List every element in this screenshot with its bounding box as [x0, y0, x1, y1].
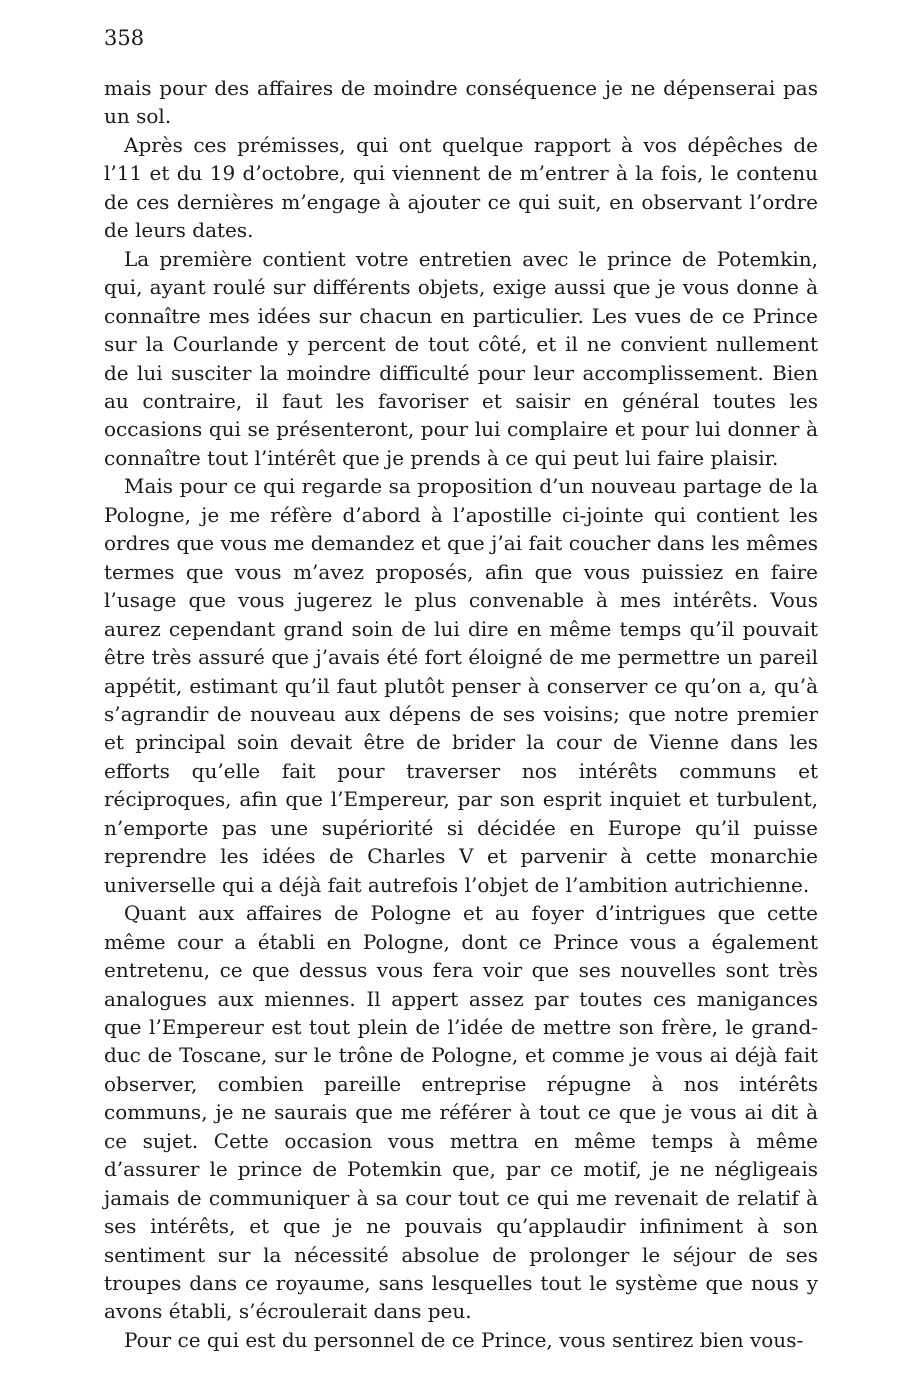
paragraph-potemkin-entretien: La première contient votre entretien avec le prince de Potemkin, qui, ayant roulé sur différents objets, exige aussi que je vous donne à connaître mes idées sur chacun en particulier. Les vues de ce Prince sur la Courlande y percent de tout côté, et il ne convient nullement de lui susciter la moindre difficulté pour leur accomplissement. Bien au contraire, il faut les favoriser et saisir en général toutes les occasions qui se présenteront, pour lui complaire et pour lui donner à connaître tout l’intérêt que je prends à ce qui peut lui faire plaisir. [104, 246, 818, 470]
paragraph-premisses: Après ces prémisses, qui ont quelque rapport à vos dépêches de l’11 et du 19 d’octobre, qui viennent de m’entrer à la fois, le contenu de ces dernières m’engage à ajouter ce qui suit, en observant l’ordre de leurs dates. [104, 132, 818, 243]
paragraph-partage-pologne: Mais pour ce qui regarde sa proposition d’un nouveau partage de la Pologne, je me réfère d’abord à l’apostille ci-jointe qui contient les ordres que vous me demandez et que j’ai fait coucher dans les mêmes termes que vous m’avez proposés, afin que vous puissiez en faire l’usage que vous jugerez le plus convenable à mes intérêts. Vous aurez cependant grand soin de lui dire en même temps qu’il pouvait être très assuré que j’avais été fort éloigné de me permettre un pareil appétit, estimant qu’il faut plutôt penser à conserver ce qu’on a, qu’à s’agrandir de nouveau aux dépens de ses voisins; que notre premier et principal soin devait être de brider la cour de Vienne dans les efforts qu’elle fait pour traverser nos intérêts communs et réciproques, afin que l’Empereur, par son esprit inquiet et turbulent, n’emporte pas une supériorité si décidée en Europe qu’il puisse reprendre les idées de Charles V et parvenir à cette monarchie universelle qui a déjà fait autrefois l’objet de l’ambition autrichienne. [104, 474, 818, 897]
paragraph-affaires-pologne: Quant aux affaires de Pologne et au foyer d’intrigues que cette même cour a établi en Pologne, dont ce Prince vous a également entretenu, ce que dessus vous fera voir que ses nouvelles sont très analogues aux miennes. Il appert assez par toutes ces manigances que l’Empereur est tout plein de l’idée de mettre son frère, le grand-duc de Toscane, sur le trône de Pologne, et comme je vous ai déjà fait observer, combien pareille entreprise répugne à nos intérêts communs, je ne saurais que me référer à tout ce que je vous ai dit à ce sujet. Cette occasion vous mettra en même temps à même d’assurer le prince de Potemkin que, par ce motif, je ne négligeais jamais de communiquer à sa cour tout ce qui me revenait de relatif à ses intérêts, et que je ne pouvais qu’applaudir infiniment à son sentiment sur la nécessité absolue de prolonger le séjour de ses troupes dans ce royaume, sans lesquelles tout le système que nous y avons établi, s’écroulerait dans peu. [104, 901, 818, 1324]
paragraph-personnel-prince: Pour ce qui est du personnel de ce Prince, vous sentirez bien vous- [124, 1327, 804, 1352]
body-text [104, 74, 818, 1354]
paragraph-continuation: mais pour des affaires de moindre conséquence je ne dépenserai pas un sol. [104, 76, 818, 129]
page-number: 358 [104, 26, 145, 50]
